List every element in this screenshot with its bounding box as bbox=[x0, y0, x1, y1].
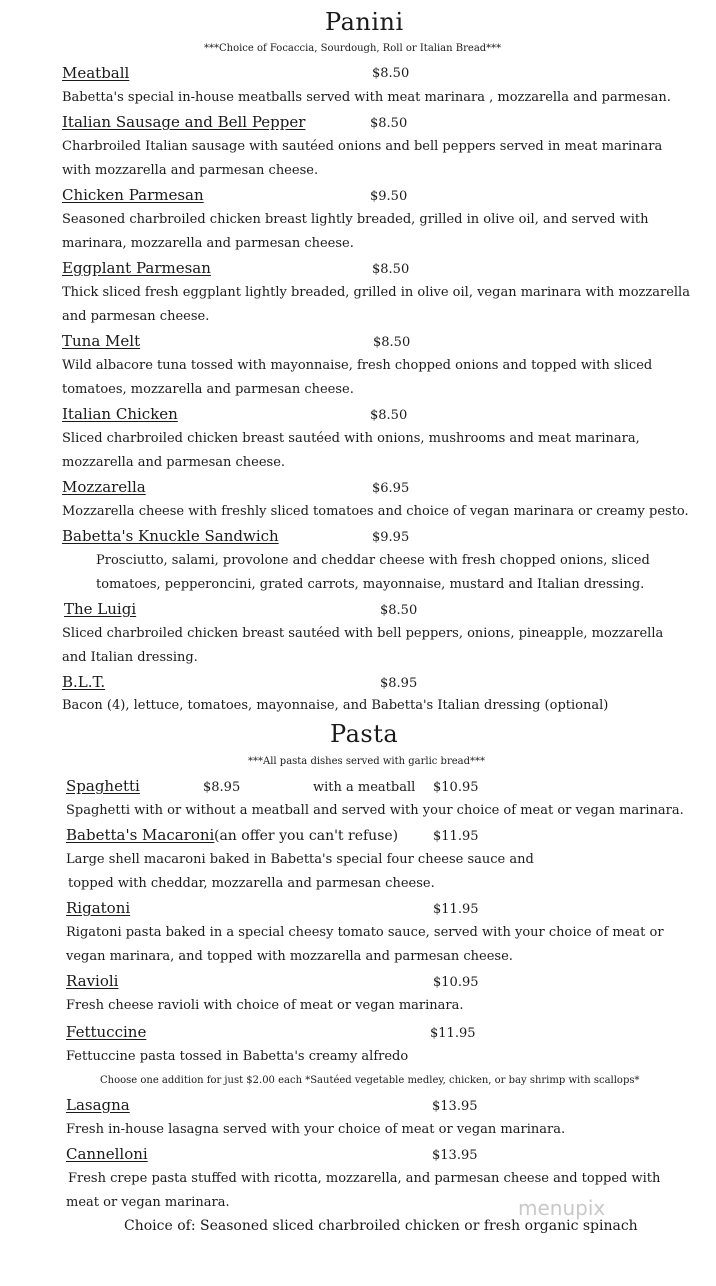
panini-item-desc: marinara, mozzarella and parmesan cheese. bbox=[62, 236, 354, 251]
panini-item-desc: Mozzarella cheese with freshly sliced tomatoes and choice of vegan marinara or creamy pesto. bbox=[62, 504, 689, 519]
panini-item-name: Meatball bbox=[62, 64, 130, 82]
pasta-item-desc: Fettuccine pasta tossed in Babetta's creamy alfredo bbox=[66, 1049, 409, 1064]
watermark: menupix bbox=[518, 1196, 606, 1220]
panini-item-desc: Wild albacore tuna tossed with mayonnaise, fresh chopped onions and topped with sliced bbox=[62, 358, 653, 373]
pasta-item-price: $8.95 bbox=[203, 780, 241, 795]
panini-item-price: $8.50 bbox=[380, 603, 418, 618]
panini-item-price: $8.95 bbox=[380, 676, 418, 691]
pasta-item-price: $13.95 bbox=[432, 1148, 478, 1163]
panini-item-desc: Sliced charbroiled chicken breast sautéed with bell peppers, onions, pineapple, mozzarella bbox=[62, 626, 664, 641]
panini-item-desc: and parmesan cheese. bbox=[62, 309, 210, 324]
panini-item-name: Babetta's Knuckle Sandwich bbox=[62, 527, 279, 545]
panini-item-price: $8.50 bbox=[370, 408, 408, 423]
pasta-item-name: Fettuccine bbox=[66, 1023, 147, 1041]
panini-item-price: $8.50 bbox=[372, 66, 410, 81]
pasta-item-price: $11.95 bbox=[430, 1026, 476, 1041]
panini-item-name: B.L.T. bbox=[62, 673, 106, 691]
panini-item-name: Tuna Melt bbox=[62, 332, 141, 350]
pasta-item-name: Babetta's Macaroni bbox=[66, 826, 215, 844]
panini-item-desc: with mozzarella and parmesan cheese. bbox=[62, 163, 319, 178]
panini-item-desc: and Italian dressing. bbox=[62, 650, 198, 665]
panini-item-desc: Prosciutto, salami, provolone and cheddar cheese with fresh chopped onions, sliced bbox=[96, 553, 650, 568]
pasta-item-price: $13.95 bbox=[432, 1099, 478, 1114]
panini-item-desc: Sliced charbroiled chicken breast sautéed with onions, mushrooms and meat marinara, bbox=[62, 431, 640, 446]
pasta-item-name: Spaghetti bbox=[66, 777, 140, 795]
pasta-item-desc: meat or vegan marinara. bbox=[66, 1195, 230, 1210]
pasta-item-desc: Rigatoni pasta baked in a special cheesy tomato sauce, served with your choice of meat or bbox=[66, 925, 664, 940]
panini-item-price: $8.50 bbox=[372, 262, 410, 277]
panini-item-name: Chicken Parmesan bbox=[62, 186, 204, 204]
pasta-item-name: Cannelloni bbox=[66, 1145, 148, 1163]
panini-item-desc: Thick sliced fresh eggplant lightly breaded, grilled in olive oil, vegan marinara with mozzarella bbox=[62, 285, 690, 300]
panini-item-name: The Luigi bbox=[64, 600, 137, 618]
pasta-garlic-bread-note: ***All pasta dishes served with garlic bread*** bbox=[248, 756, 486, 767]
pasta-item-desc: vegan marinara, and topped with mozzarella and parmesan cheese. bbox=[66, 949, 513, 964]
panini-item-price: $8.50 bbox=[370, 116, 408, 131]
pasta-item-name: Rigatoni bbox=[66, 899, 131, 917]
panini-item-name: Italian Sausage and Bell Pepper bbox=[62, 113, 306, 131]
panini-item-name: Italian Chicken bbox=[62, 405, 178, 423]
pasta-item-desc: Large shell macaroni baked in Babetta's special four cheese sauce and bbox=[66, 852, 534, 867]
pasta-item-desc: topped with cheddar, mozzarella and parmesan cheese. bbox=[68, 876, 435, 891]
panini-item-desc: Bacon (4), lettuce, tomatoes, mayonnaise, and Babetta's Italian dressing (optional) bbox=[62, 698, 609, 713]
panini-item-desc: Charbroiled Italian sausage with sautéed onions and bell peppers served in meat marinara bbox=[62, 139, 663, 154]
pasta-item-extra: (an offer you can't refuse) bbox=[214, 828, 399, 844]
panini-item-price: $9.50 bbox=[370, 189, 408, 204]
panini-item-price: $9.95 bbox=[372, 530, 410, 545]
pasta-choice-note: Choice of: Seasoned sliced charbroiled chicken or fresh organic spinach bbox=[124, 1218, 638, 1234]
pasta-item-desc: Fresh crepe pasta stuffed with ricotta, mozzarella, and parmesan cheese and topped with bbox=[68, 1171, 661, 1186]
pasta-item-name: Ravioli bbox=[66, 972, 119, 990]
pasta-item-price: $10.95 bbox=[433, 975, 479, 990]
panini-item-name: Eggplant Parmesan bbox=[62, 259, 211, 277]
panini-item-name: Mozzarella bbox=[62, 478, 146, 496]
pasta-title: Pasta bbox=[330, 720, 399, 748]
panini-item-price: $6.95 bbox=[372, 481, 410, 496]
panini-title: Panini bbox=[325, 8, 404, 36]
panini-item-desc: mozzarella and parmesan cheese. bbox=[62, 455, 286, 470]
panini-item-desc: Babetta's special in-house meatballs served with meat marinara , mozzarella and parmesan. bbox=[62, 90, 671, 105]
panini-bread-note: ***Choice of Focaccia, Sourdough, Roll or Italian Bread*** bbox=[204, 43, 502, 54]
pasta-item-price: $11.95 bbox=[433, 829, 479, 844]
pasta-item-desc: Fresh cheese ravioli with choice of meat or vegan marinara. bbox=[66, 998, 464, 1013]
pasta-item-price-with-meatball: $10.95 bbox=[433, 780, 479, 795]
panini-item-desc: Seasoned charbroiled chicken breast lightly breaded, grilled in olive oil, and served with bbox=[62, 212, 649, 227]
pasta-item-desc: Spaghetti with or without a meatball and served with your choice of meat or vegan marinara. bbox=[66, 803, 684, 818]
pasta-addon-note: Choose one addition for just $2.00 each *Sautéed vegetable medley, chicken, or bay shrimp with scallops* bbox=[100, 1075, 640, 1086]
pasta-item-name: Lasagna bbox=[66, 1096, 130, 1114]
pasta-item-extra: with a meatball bbox=[313, 780, 416, 795]
panini-item-desc: tomatoes, pepperoncini, grated carrots, mayonnaise, mustard and Italian dressing. bbox=[96, 577, 645, 592]
panini-item-price: $8.50 bbox=[373, 335, 411, 350]
panini-item-desc: tomatoes, mozzarella and parmesan cheese. bbox=[62, 382, 354, 397]
pasta-item-desc: Fresh in-house lasagna served with your choice of meat or vegan marinara. bbox=[66, 1122, 566, 1137]
pasta-item-price: $11.95 bbox=[433, 902, 479, 917]
